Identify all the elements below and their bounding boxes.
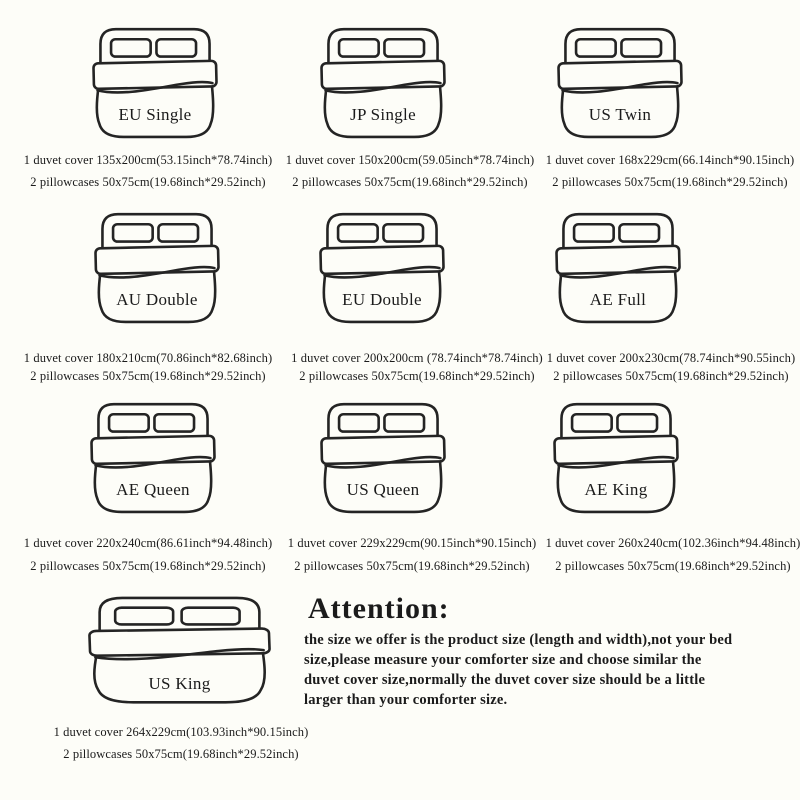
bed-diagram-au-double — [87, 206, 227, 332]
bed-top-view-icon — [546, 396, 686, 522]
bed-diagram-us-queen — [313, 396, 453, 522]
duvet-size-text: 1 duvet cover 264x229cm(103.93inch*90.15inch) — [53, 725, 309, 739]
bed-top-view-icon — [312, 206, 452, 332]
bed-size-label: AU Double — [116, 290, 198, 309]
bed-diagram-ae-queen — [83, 396, 223, 522]
bed-diagram-eu-double — [312, 206, 452, 332]
duvet-size-text: 1 duvet cover 200x200cm (78.74inch*78.74inch) — [291, 351, 543, 365]
bed-size-label: US King — [148, 674, 211, 693]
pillowcase-size-text: 2 pillowcases 50x75cm(19.68inch*29.52inch) — [30, 175, 266, 189]
size-details-ae-full — [511, 351, 800, 384]
size-details-us-king — [21, 725, 341, 762]
attention-line: size,please measure your comforter size and choose similar the — [304, 652, 702, 668]
pillowcase-size-text: 2 pillowcases 50x75cm(19.68inch*29.52inch) — [553, 369, 789, 383]
duvet-size-text: 1 duvet cover 168x229cm(66.14inch*90.15inch) — [545, 153, 795, 167]
attention-line: larger than your comforter size. — [304, 692, 508, 708]
pillowcase-size-text: 2 pillowcases 50x75cm(19.68inch*29.52inch) — [30, 369, 266, 383]
attention-line: the size we offer is the product size (length and width),not your bed — [304, 632, 733, 648]
size-details-ae-king — [513, 536, 800, 574]
bed-size-label: AE Full — [589, 290, 647, 309]
size-details-us-twin — [510, 153, 800, 190]
bed-diagram-jp-single — [313, 21, 453, 147]
pillowcase-size-text: 2 pillowcases 50x75cm(19.68inch*29.52inch) — [292, 175, 528, 189]
attention-note — [304, 592, 800, 710]
bed-diagram-us-twin — [550, 21, 690, 147]
pillowcase-size-text: 2 pillowcases 50x75cm(19.68inch*29.52inch) — [30, 559, 266, 573]
duvet-size-text: 1 duvet cover 180x210cm(70.86inch*82.68inch) — [23, 351, 273, 365]
bed-top-view-icon — [550, 21, 690, 147]
bed-top-view-icon — [87, 206, 227, 332]
pillowcase-size-text: 2 pillowcases 50x75cm(19.68inch*29.52inch) — [552, 175, 788, 189]
bed-top-view-icon — [313, 396, 453, 522]
bed-size-label: EU Double — [342, 290, 422, 309]
pillowcase-size-text: 2 pillowcases 50x75cm(19.68inch*29.52inch) — [63, 747, 299, 761]
bed-size-label: US Twin — [588, 105, 652, 124]
pillowcase-size-text: 2 pillowcases 50x75cm(19.68inch*29.52inch) — [299, 369, 535, 383]
bed-size-label: JP Single — [350, 105, 416, 124]
bed-size-label: US Queen — [346, 480, 420, 499]
attention-heading: Attention: — [308, 592, 450, 625]
bed-top-view-icon — [313, 21, 453, 147]
pillowcase-size-text: 2 pillowcases 50x75cm(19.68inch*29.52inch) — [555, 559, 791, 573]
duvet-size-text: 1 duvet cover 200x230cm(78.74inch*90.55inch) — [546, 351, 796, 365]
bed-diagram-eu-single — [85, 21, 225, 147]
bed-top-view-icon — [83, 396, 223, 522]
bed-diagram-us-king — [77, 590, 282, 712]
duvet-size-text: 1 duvet cover 150x200cm(59.05inch*78.74inch) — [285, 153, 535, 167]
bed-diagram-ae-full — [548, 206, 688, 332]
bed-diagram-ae-king — [546, 396, 686, 522]
duvet-size-text: 1 duvet cover 220x240cm(86.61inch*94.48inch) — [23, 536, 273, 550]
bed-size-label: AE Queen — [116, 480, 190, 499]
pillowcase-size-text: 2 pillowcases 50x75cm(19.68inch*29.52inch) — [294, 559, 530, 573]
duvet-size-text: 1 duvet cover 229x229cm(90.15inch*90.15inch) — [287, 536, 537, 550]
bed-top-view-icon — [85, 21, 225, 147]
bed-top-view-icon — [548, 206, 688, 332]
bed-size-label: EU Single — [118, 105, 192, 124]
attention-line: duvet cover size,normally the duvet cover size should be a little — [304, 672, 706, 688]
duvet-size-text: 1 duvet cover 260x240cm(102.36inch*94.48inch) — [545, 536, 800, 550]
bed-size-label: AE King — [584, 480, 648, 499]
duvet-size-text: 1 duvet cover 135x200cm(53.15inch*78.74inch) — [23, 153, 273, 167]
